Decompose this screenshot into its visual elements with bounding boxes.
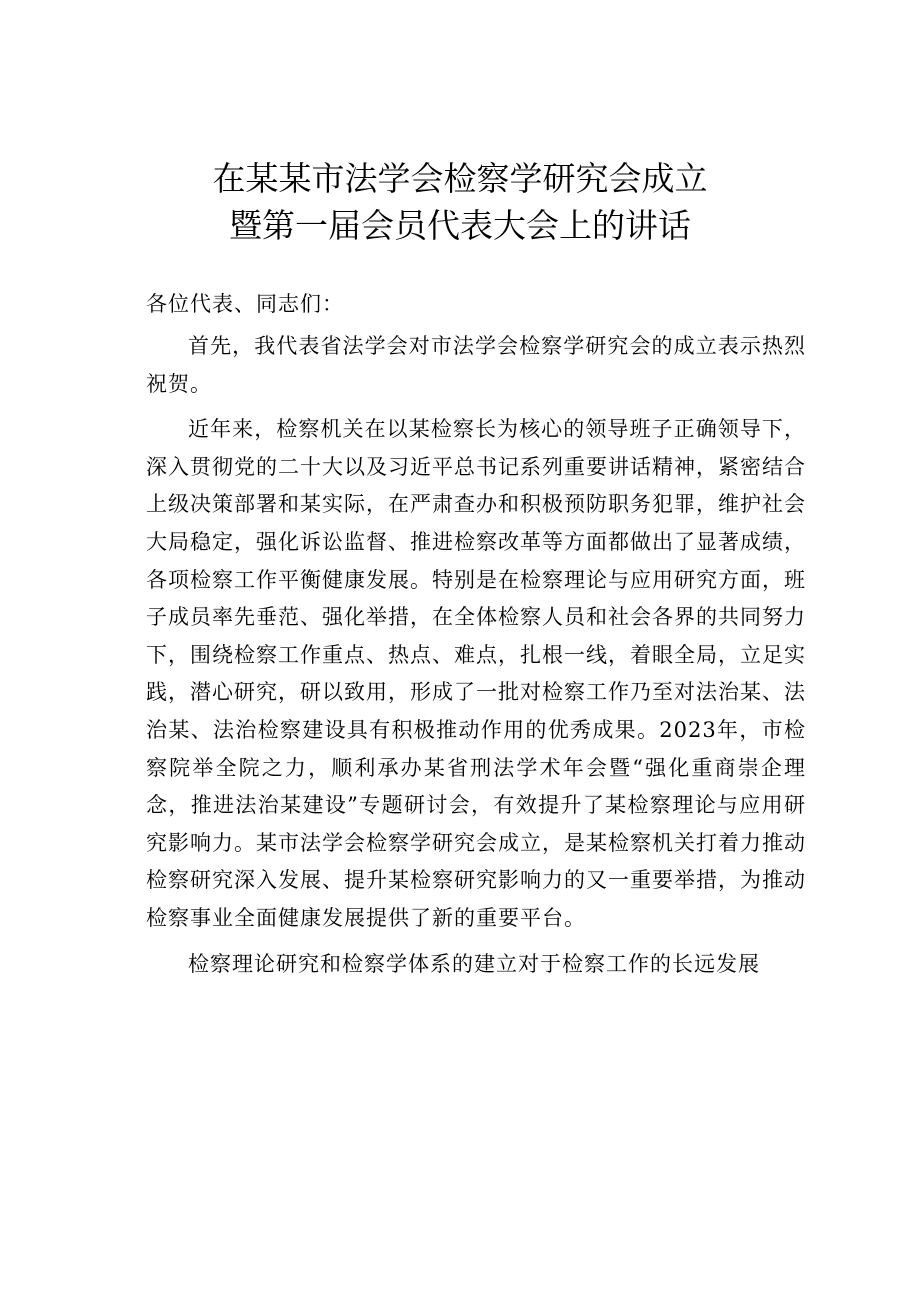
paragraph-1: 首先，我代表省法学会对市法学会检察学研究会的成立表示热烈祝贺。 <box>146 334 806 396</box>
title-line-1: 在某某市法学会检察学研究会成立 <box>212 159 708 198</box>
paragraph-3: 检察理论研究和检察学体系的建立对于检察工作的长远发展 <box>188 951 760 976</box>
document-body <box>146 286 806 983</box>
salutation: 各位代表、同志们： <box>146 292 344 316</box>
paragraph-2: 近年来，检察机关在以某检察长为核心的领导班子正确领导下，深入贯彻党的二十大以及习近平总书记系列重要讲话精神，紧密结合上级决策部署和某实际，在严肃查办和积极预防职务犯罪，维护社会大局稳定，强化诉讼监督、推进检察改革等方面都做出了显著成绩，各项检察工作平衡健康发展。特别是在检察理论与应用研究方面，班子成员率先垂范、强化举措，在全体检察人员和社会各界的共同努力下，围绕检察工作重点、热点、难点，扎根一线，着眼全局，立足实践，潜心研究，研以致用，形成了一批对检察工作乃至对法治某、法治某、法治检察建设具有积极推动作用的优秀成果。2023年，市检察院举全院之力，顺利承办某省刑法学术年会暨“强化重商崇企理念，推进法治某建设”专题研讨会，有效提升了某检察理论与应用研究影响力。某市法学会检察学研究会成立，是某检察机关打着力推动检察研究深入发展、提升某检察研究影响力的又一重要举措，为推动检察事业全面健康发展提供了新的重要平台。 <box>146 417 806 930</box>
title-line-2: 暨第一届会员代表大会上的讲话 <box>229 206 691 245</box>
document-title <box>0 155 920 249</box>
